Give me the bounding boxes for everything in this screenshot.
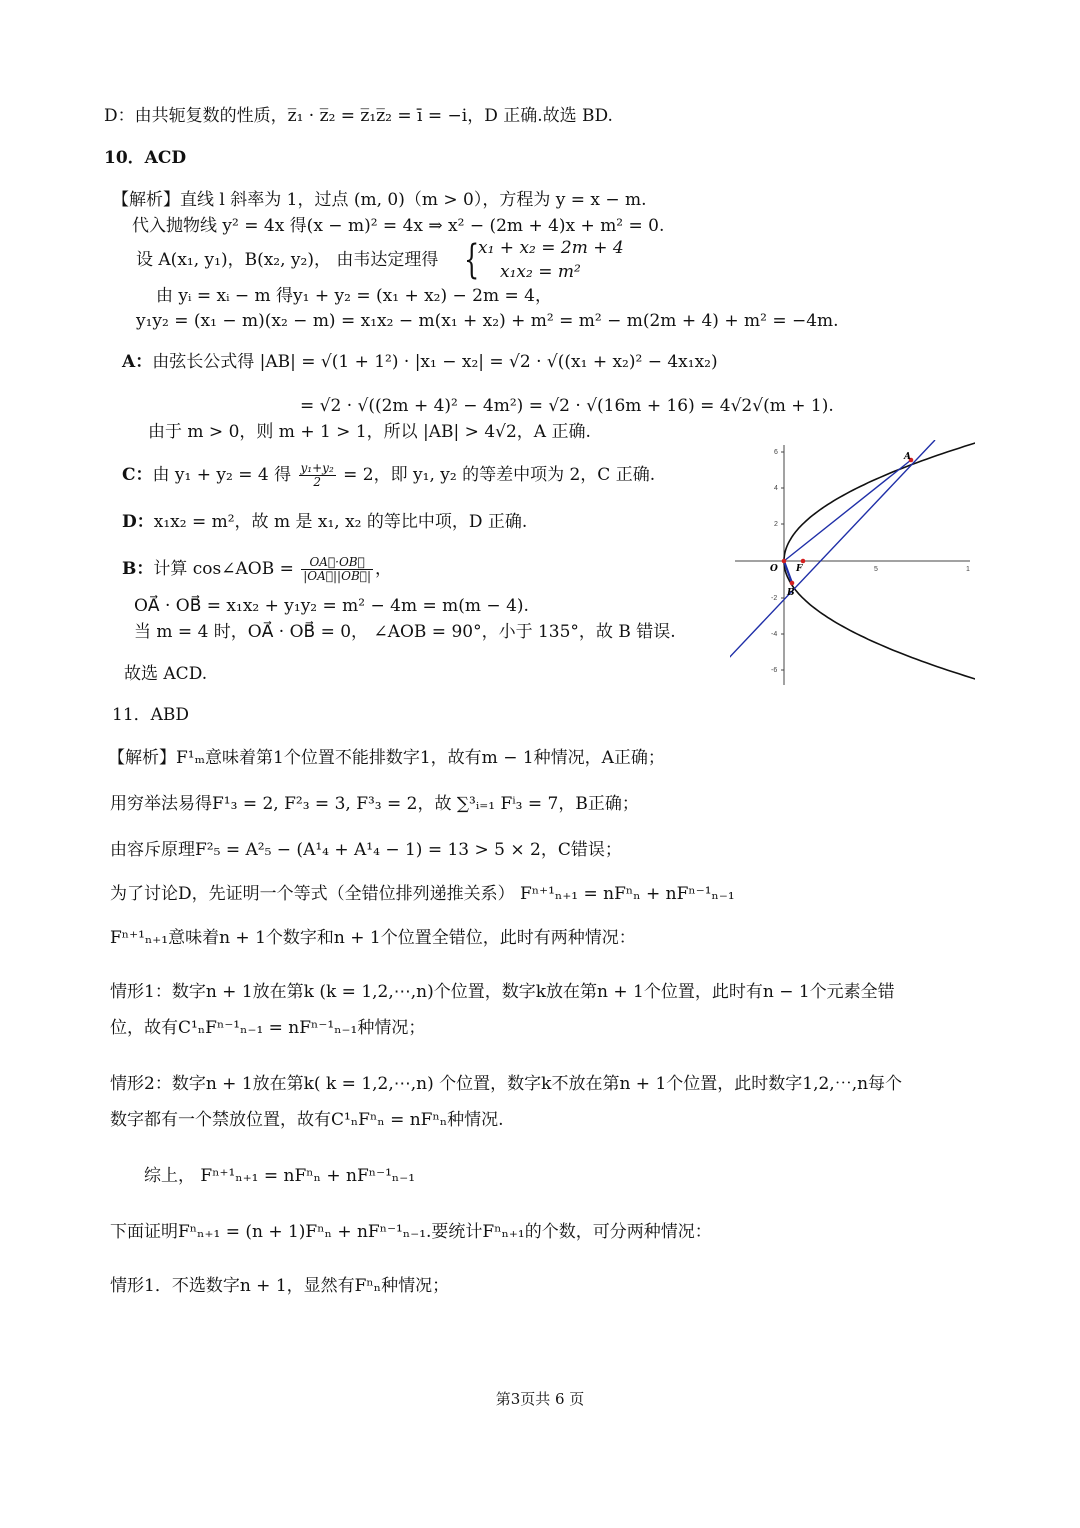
option-d-label: D： xyxy=(122,512,154,532)
option-a-line-2: = √2 · √((2m + 4)² − 4m²) = √2 · √(16m + 16) = 4√2√(m + 1). xyxy=(300,396,834,416)
y-tick-label: 2 xyxy=(774,521,778,528)
y-tick-label: 4 xyxy=(774,485,778,492)
brace-icon: { xyxy=(464,237,480,283)
option-b-label: B： xyxy=(122,559,154,580)
analysis-11-line-12: 情形1．不选数字n + 1，显然有Fⁿₙ种情况； xyxy=(110,1276,450,1296)
label-f: F xyxy=(796,564,803,574)
analysis-11-line-1: 【解析】F¹ₘ意味着第1个位置不能排数字1，故有m − 1种情况，A正确； xyxy=(108,748,665,768)
option-b-row xyxy=(122,556,392,583)
analysis-11-line-5: Fⁿ⁺¹ₙ₊₁意味着n + 1个数字和n + 1个位置全错位，此时有两种情况： xyxy=(110,928,636,948)
segment-oa xyxy=(784,460,911,561)
line-9d: D：由共轭复数的性质，z̅₁ · z̅₂ = z̅₁z̅₂ = ī = −i，D 正确.故选 BD. xyxy=(104,106,613,126)
analysis-11-line-10: 综上， Fⁿ⁺¹ₙ₊₁ = nFⁿₙ + nFⁿ⁻¹ₙ₋₁ xyxy=(144,1166,416,1186)
y-tick-label: -4 xyxy=(771,631,778,638)
option-b-text-a: 计算 cos∠AOB = xyxy=(153,559,294,580)
option-b-line-3: 当 m = 4 时，OA⃗ · OB⃗ = 0， ∠AOB = 90°，小于 135°，故 B 错误. xyxy=(134,622,676,642)
option-c-text-b: = 2，即 y₁, y₂ 的等差中项为 2，C 正确. xyxy=(343,465,656,486)
option-d-row xyxy=(122,512,527,532)
option-a-text: 由弦长公式得 |AB| = √(1 + 1²) · |x₁ − x₂| = √2 · √((x₁ + x₂)² − 4x₁x₂) xyxy=(152,352,718,372)
y-tick-label: -2 xyxy=(771,595,778,602)
line-l xyxy=(730,440,935,662)
analysis-11-line-4: 为了讨论D，先证明一个等式（全错位排列递推关系） Fⁿ⁺¹ₙ₊₁ = nFⁿₙ + nFⁿ⁻¹ₙ₋₁ xyxy=(110,884,735,904)
option-a-label: A： xyxy=(122,352,153,372)
conclusion-10: 故选 ACD. xyxy=(124,664,208,684)
analysis-11-line-8: 情形2：数字n + 1放在第k( k = 1,2,⋯,n) 个位置，数字k不放在第n + 1个位置，此时数字1,2,⋯,n每个 xyxy=(110,1074,903,1094)
point-f xyxy=(801,559,806,564)
label-o: O xyxy=(770,564,778,574)
analysis-10-line-5: y₁y₂ = (x₁ − m)(x₂ − m) = x₁x₂ − m(x₁ + x₂) + m² = m² − m(2m + 4) + m² = −4m. xyxy=(136,311,839,331)
analysis-11-line-6: 情形1：数字n + 1放在第k (k = 1,2,⋯,n)个位置，数字k放在第n + 1个位置，此时有n − 1个元素全错 xyxy=(110,982,895,1002)
option-a-row xyxy=(122,352,718,372)
y-tick-label: 6 xyxy=(774,449,778,456)
label-a: A xyxy=(904,452,911,462)
fraction-numerator: OA⃗·OB⃗ xyxy=(301,556,373,570)
option-c-fraction xyxy=(299,462,336,489)
option-c-label: C： xyxy=(122,465,153,486)
fraction-denominator: 2 xyxy=(313,475,321,490)
option-b-line-2: OA⃗ · OB⃗ = x₁x₂ + y₁y₂ = m² − 4m = m(m − 4). xyxy=(134,596,529,616)
analysis-11-line-9: 数字都有一个禁放位置，故有C¹ₙFⁿₙ = nFⁿₙ种情况. xyxy=(110,1110,504,1130)
analysis-10-line-2: 代入抛物线 y² = 4x 得(x − m)² = 4x ⇒ x² − (2m + 4)x + m² = 0. xyxy=(132,216,665,236)
y-tick-label: -6 xyxy=(771,667,778,674)
analysis-11-line-3: 由容斥原理F²₅ = A²₅ − (A¹₄ + A¹₄ − 1) = 13 > 5 × 2，C错误； xyxy=(110,840,622,860)
x-tick-label: 1 xyxy=(966,566,970,573)
vieta-product: x₁x₂ = m² xyxy=(500,262,581,282)
option-b-text-b: ， xyxy=(375,559,392,580)
option-c-text-a: 由 y₁ + y₂ = 4 得 xyxy=(152,465,292,486)
label-b: B xyxy=(787,588,795,598)
point-o xyxy=(782,559,787,564)
parabola-graph xyxy=(730,440,975,690)
question-10-header: 10．ACD xyxy=(104,148,187,168)
analysis-10-line-3: 设 A(x₁, y₁)，B(x₂, y₂)， 由韦达定理得 xyxy=(136,250,439,270)
analysis-11-line-7: 位，故有C¹ₙFⁿ⁻¹ₙ₋₁ = nFⁿ⁻¹ₙ₋₁种情况； xyxy=(110,1018,426,1038)
analysis-10-line-1: 【解析】直线 l 斜率为 1，过点 (m, 0)（m > 0），方程为 y = x − m. xyxy=(112,190,647,210)
vieta-sum: x₁ + x₂ = 2m + 4 xyxy=(478,238,624,258)
analysis-10-line-4: 由 yᵢ = xᵢ − m 得y₁ + y₂ = (x₁ + x₂) − 2m = 4， xyxy=(156,286,552,306)
point-b xyxy=(790,581,795,586)
fraction-numerator: y₁+y₂ xyxy=(300,461,334,475)
analysis-11-line-2: 用穷举法易得F¹₃ = 2, F²₃ = 3, F³₃ = 2，故 ∑³ᵢ₌₁ Fⁱ₃ = 7，B正确； xyxy=(110,794,639,814)
option-a-line-3: 由于 m > 0，则 m + 1 > 1，所以 |AB| > 4√2，A 正确. xyxy=(148,422,591,442)
x-tick-label: 5 xyxy=(874,566,878,573)
fraction-denominator: |OA⃗||OB⃗| xyxy=(303,569,371,584)
question-11-header: 11．ABD xyxy=(112,705,190,725)
option-d-text: x₁x₂ = m²，故 m 是 x₁, x₂ 的等比中项，D 正确. xyxy=(153,512,528,532)
page-footer: 第3页共 6 页 xyxy=(495,1390,585,1408)
analysis-11-line-11: 下面证明Fⁿₙ₊₁ = (n + 1)Fⁿₙ + nFⁿ⁻¹ₙ₋₁.要统计Fⁿₙ₊₁的个数，可分两种情况： xyxy=(110,1222,712,1242)
option-b-fraction xyxy=(301,556,373,583)
option-c-row xyxy=(122,462,655,489)
